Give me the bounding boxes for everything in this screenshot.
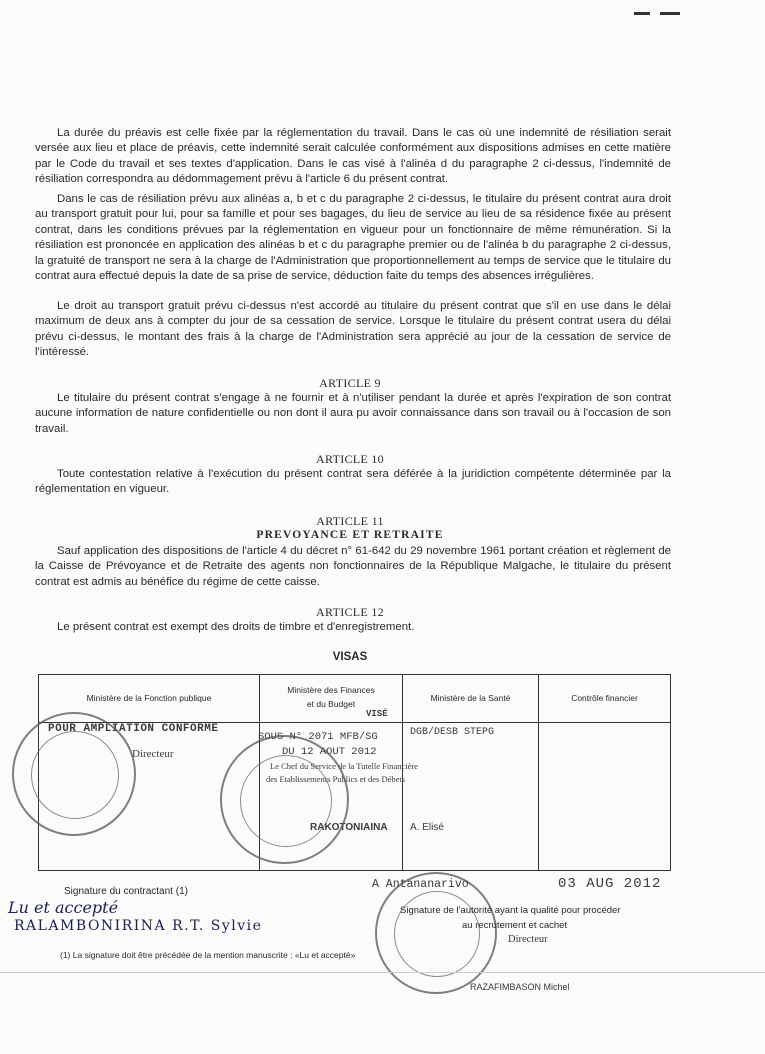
paragraph-article-12: Le présent contrat est exempt des droits de timbre et d'enregistrement. [57,621,415,633]
stamp-date-signed: 03 AUG 2012 [558,876,662,892]
paragraph-droit-transport: Le droit au transport gratuit prévu ci-dessus n'est accordé au titulaire du présent contrat que s'il en use dans le délai maximum de deux ans à compter du jour de sa cessation de service. Lorsque le titulaire du présent contrat usera du délai prévu ci-dessus, le montant des frais à la charge de l'Administration sera apprécié au jour de la cessation de service de l'intéressé. [35,300,671,359]
official-seal [12,712,136,836]
stamp-directeur: Directeur [132,748,174,760]
visa-cell-controle-financier [539,723,671,871]
signature-contractant-label: Signature du contractant (1) [64,886,188,897]
scan-mark [634,12,650,15]
paragraph-article-9: Le titulaire du présent contrat s'engage à ne fournir et à n'utiliser pendant la durée et après l'expiration de son contrat aucune information de nature confidentielle ou non dont il aura pu avoir connaissance dans son travail ou à l'occasion de son travail. [35,392,671,435]
divider [0,972,765,973]
visa-cell-sante [403,723,539,871]
signature-autorite-label-2: au recrutement et cachet [462,920,568,931]
article-10-heading: ARTICLE 10 [316,452,384,466]
scan-mark [660,12,680,15]
visa-header-fonction-publique: Ministère de la Fonction publique [39,675,260,723]
stamp-etablissements: des Etablissements Publics et des Débets [266,774,406,784]
visa-header-finances: Ministère des Finances et du Budget [260,675,403,723]
paragraph-article-11: Sauf application des dispositions de l'article 4 du décret n° 61-642 du 29 novembre 1961 portant création et règlement de la Caisse de Prévoyance et de Retraite des agents non fonctionnaires de la République Malgache, le titulaire du présent contrat est admis au bénéfice du régime de cette caisse. [35,545,671,588]
stamp-vise: VISÉ [366,709,388,719]
paragraph-article-10: Toute contestation relative à l'exécution du présent contrat sera déférée à la juridiction compétente déterminée par la réglementation en vigueur. [35,468,671,496]
stamp-rakotoniaina: RAKOTONIAINA [310,822,388,833]
visa-header-sante: Ministère de la Santé [403,675,539,723]
handwritten-lu-et-accepte: Lu et accepté [8,898,119,917]
stamp-du-date: DU 12 AOUT 2012 [282,746,377,758]
article-12-heading: ARTICLE 12 [316,605,384,619]
official-seal [220,735,349,864]
stamp-directeur-2: Directeur [508,934,548,945]
article-11-heading: ARTICLE 11 [316,514,384,528]
footnote: (1) La signature doit être précédée de la mention manuscrite : «Lu et accepté» [60,950,356,960]
visas-title: VISAS [332,651,368,663]
handwritten-name: RALAMBONIRINA R.T. Sylvie [14,918,263,934]
stamp-chef-service: Le Chef du Service de la Tutelle Financière [270,761,418,771]
stamp-sous-numero: SOUS N° 2071 MFB/SG [258,731,378,743]
stamp-pour-ampliation: POUR AMPLIATION CONFORME [48,723,219,735]
paragraph-preavis: La durée du préavis est celle fixée par la réglementation du travail. Dans le cas où une indemnité de résiliation serait versée aux lieu et place de préavis, cette indemnité serait calculée conformément aux dispositions admises en cette matière par le Code du travail et ses textes d'application. Dans le cas visé à l'alinéa d du paragraphe 2 ci-dessus, l'indemnité de résiliation correspondra au dédommagement prévu à l'article 6 du présent contrat. [35,127,671,186]
stamp-elise: A. Elisé [410,822,444,833]
visa-header-controle-financier: Contrôle financier [539,675,671,723]
article-11-subtitle: PREVOYANCE ET RETRAITE [256,529,444,541]
stamp-antananarivo: A Antananarivo [372,878,469,891]
article-9-heading: ARTICLE 9 [319,376,381,390]
signature-autorite-label-1: Signature de l'autorité ayant la qualité pour procéder [400,905,621,916]
stamp-dgb: DGB/DESB STEPG [410,727,495,738]
stamp-name-2: RAZAFIMBASON Michel [470,982,570,992]
paragraph-transport: Dans le cas de résiliation prévu aux alinéas a, b et c du paragraphe 2 ci-dessus, le titulaire du présent contrat aura droit au transport gratuit pour lui, pour sa famille et pour ses bagages, du lieu de service au lieu de sa résidence fixée au présent contrat, dans les conditions prévues par la réglementation en vigueur pour un fonctionnaire de même rémunération. Si la résiliation est prononcée en application des alinéas b et c du paragraphe premier ou de l'alinéa b du paragraphe 2 ci-dessus, la gratuité de transport ne sera à la charge de l'Administration que proportionnellement au temps de service que le titulaire du contrat aura effectué depuis la date de sa prise de service, déduction faite du temps des absences irrégulières. [35,193,671,283]
